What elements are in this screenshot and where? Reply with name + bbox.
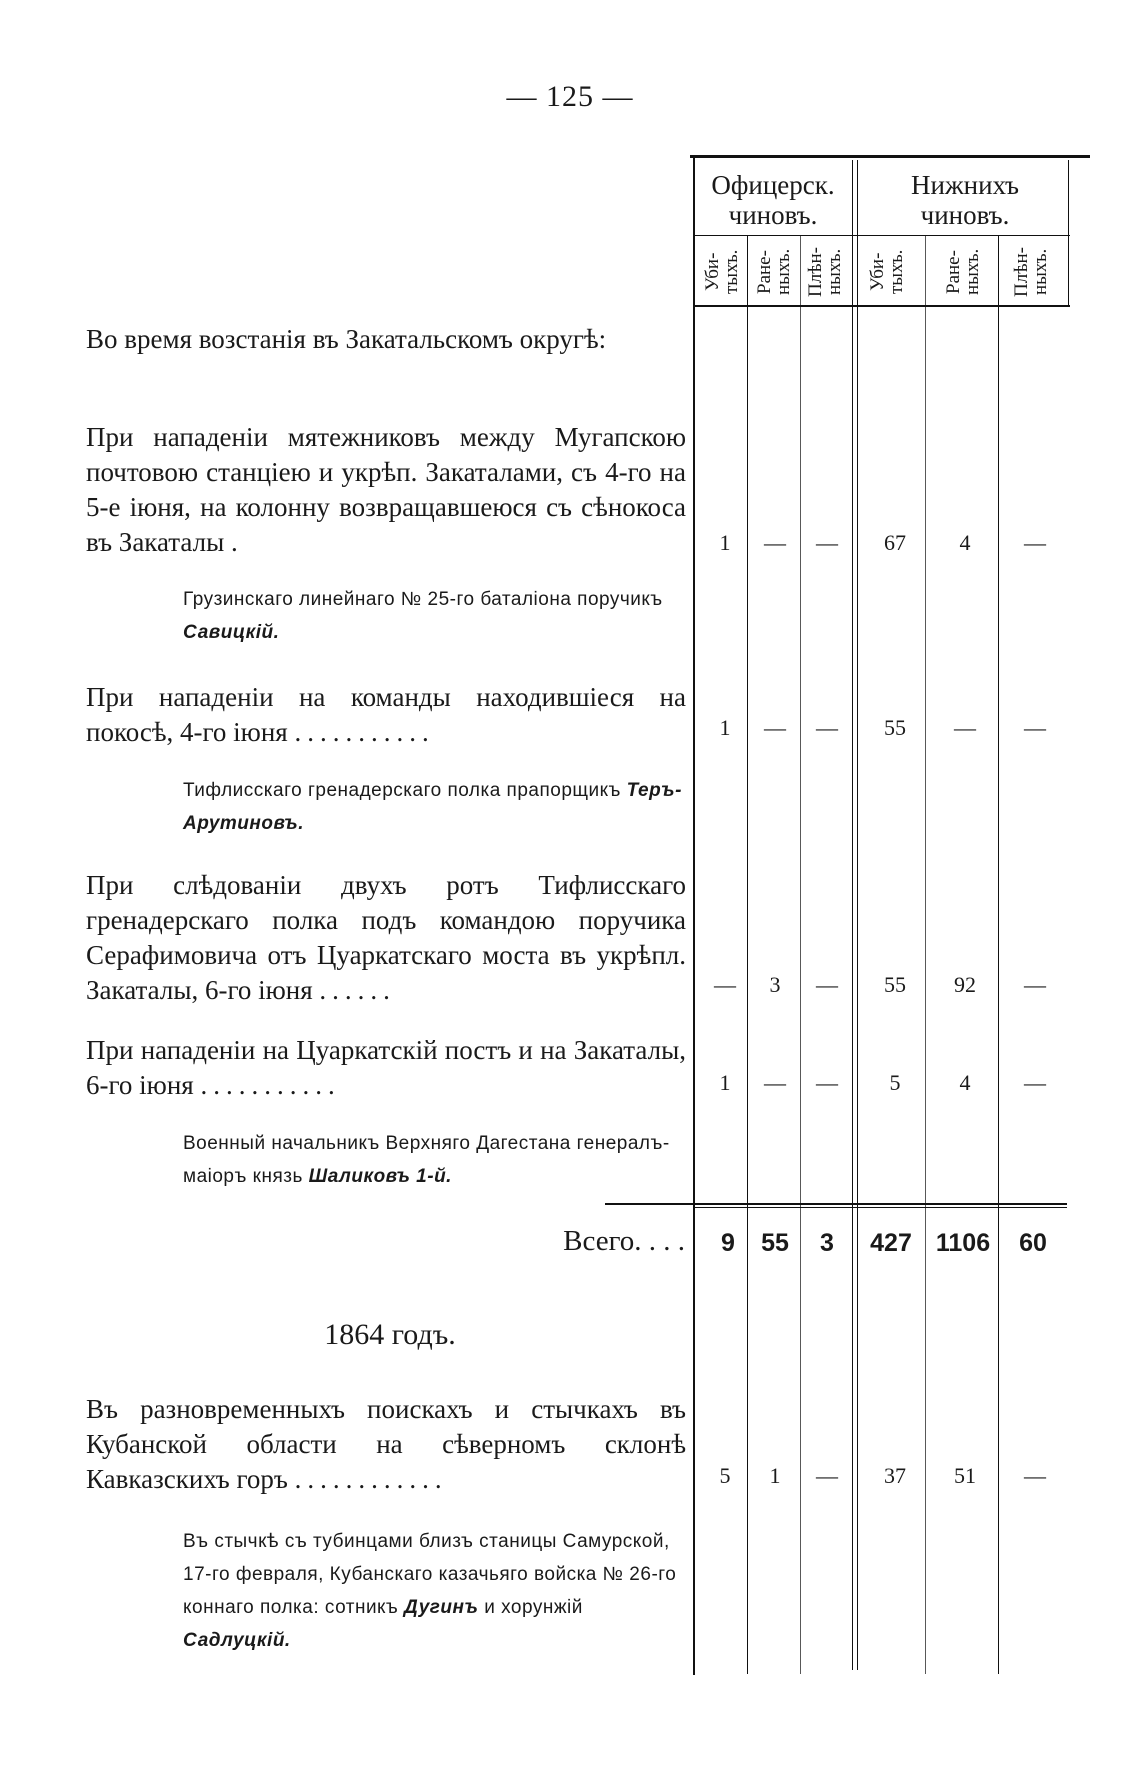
header-lower-captured: Плѣн- ныхъ.: [1011, 247, 1051, 298]
entry-1-text: При нападеніи мятежниковъ между Мугапскою почтовою станціею и укрѣп. Закаталами, съ 4-го на 5-е іюня, на колонну возвращавшеюся съ сѣнокоса въ Закаталы .: [86, 422, 686, 557]
value-cell: —: [714, 972, 736, 997]
value-cell: —: [764, 530, 786, 555]
value-cell: —: [1024, 972, 1046, 997]
value-cell: 92: [954, 972, 976, 997]
value-cell: 1: [719, 715, 731, 740]
value-cell: 4: [959, 1070, 971, 1095]
total-cell: 427: [870, 1229, 912, 1257]
value-cell: —: [816, 1463, 838, 1488]
section-heading: Во время возстанія въ Закатальскомъ округѣ:: [86, 324, 607, 354]
value-cell: —: [1024, 530, 1046, 555]
value-cell: —: [954, 715, 976, 740]
value-cell: —: [1024, 1070, 1046, 1095]
total-cell: 60: [1019, 1229, 1047, 1257]
value-cell: 1: [719, 530, 731, 555]
header-lower-ranks: Нижнихъ чиновъ.: [911, 170, 1019, 230]
header-lower-wounded: Ране- ныхъ.: [943, 248, 983, 296]
header-officers-killed: Уби- тыхъ.: [702, 249, 742, 295]
entry-5-text: Въ разновременныхъ поискахъ и стычкахъ въ Кубанской области на сѣверномъ склонѣ Кавказскихъ горъ ............: [86, 1394, 686, 1494]
value-cell: 1: [769, 1463, 781, 1488]
header-officers-wounded: Ране- ныхъ.: [754, 248, 794, 296]
entry-4-note: Военный начальникъ Верхняго Дагестана генералъ-маіоръ князь Шаликовъ 1-й.: [183, 1133, 670, 1187]
total-cell: 9: [721, 1229, 735, 1257]
value-cell: 37: [884, 1463, 906, 1488]
value-cell: —: [764, 1070, 786, 1095]
value-cell: 67: [884, 530, 906, 555]
value-cell: 51: [954, 1463, 976, 1488]
total-label: Всего. . . .: [563, 1225, 685, 1257]
value-cell: 55: [884, 715, 906, 740]
value-cell: 55: [884, 972, 906, 997]
value-cell: —: [1024, 715, 1046, 740]
entry-5-note: Въ стычкѣ съ тубинцами близъ станицы Самурской, 17-го февраля, Кубанскаго казачьяго войска № 26-го коннаго полка: сотникъ Дугинъ и хорунжій Садлуцкій.: [183, 1531, 677, 1651]
year-heading: 1864 годъ.: [324, 1318, 456, 1351]
total-cell: 1106: [935, 1229, 991, 1257]
entry-2-note: Тифлисскаго гренадерскаго полка прапорщикъ Теръ-Арутиновъ.: [183, 780, 682, 834]
value-cell: 3: [769, 972, 781, 997]
value-cell: —: [816, 530, 838, 555]
entry-2-text: При нападеніи на команды находившіеся на покосѣ, 4-го іюня ...........: [86, 682, 686, 747]
value-cell: —: [816, 972, 838, 997]
value-cell: 4: [959, 530, 971, 555]
value-cell: 5: [889, 1070, 901, 1095]
entry-4-text: При нападеніи на Цуаркатскій постъ и на Закаталы, 6-го іюня ...........: [86, 1035, 686, 1100]
entry-3-text: При слѣдованіи двухъ ротъ Тифлисскаго гренадерскаго полка подъ командою поручика Серафимовича отъ Цуаркатскаго моста въ укрѣпл. Закаталы, 6-го іюня ......: [86, 870, 686, 1005]
value-cell: —: [764, 715, 786, 740]
value-cell: 1: [719, 1070, 731, 1095]
entry-1-note: Грузинскаго линейнаго № 25-го баталіона поручикъ Савицкій.: [183, 589, 663, 643]
header-lower-killed: Уби- тыхъ.: [867, 249, 907, 295]
page-number: — 125 —: [506, 80, 634, 113]
value-cell: —: [816, 715, 838, 740]
total-cell: 3: [820, 1229, 834, 1257]
value-cell: —: [816, 1070, 838, 1095]
header-officers: Офицерск. чиновъ.: [711, 170, 835, 230]
value-cell: —: [1024, 1463, 1046, 1488]
header-officers-captured: Плѣн- ныхъ.: [805, 247, 845, 298]
value-cell: 5: [719, 1463, 731, 1488]
total-cell: 55: [761, 1229, 789, 1257]
